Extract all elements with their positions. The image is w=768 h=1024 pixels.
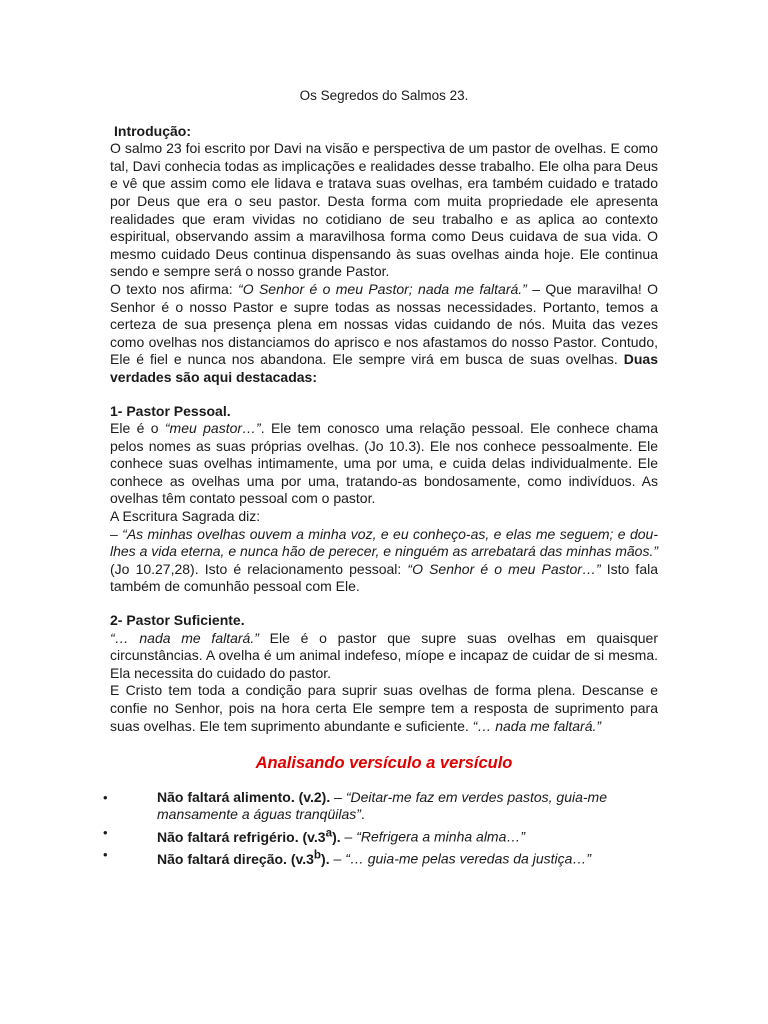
section-2-heading: 2- Pastor Suficiente.: [110, 612, 245, 629]
analysis-section-title: Analisando versículo a versículo: [255, 754, 513, 773]
section-1-text: (Jo 10.27,28). Isto é relacionamento pessoal:: [110, 560, 408, 577]
analysis-item-dash: –: [329, 850, 346, 867]
analysis-item-bold-text: ).: [332, 828, 341, 845]
intro-text: O texto nos afirma:: [110, 280, 239, 297]
section-2-text: E Cristo tem toda a condição para suprir suas ovelhas de forma plena. Descanse e confie no Senhor, pois na hora certa Ele sempre tem a resposta de suprimento para suas ovelhas. Ele tem suprimento abundante e suficiente.: [110, 682, 658, 734]
analysis-item-bold: [157, 848, 330, 867]
document-title: Os Segredos do Salmos 23.: [299, 88, 469, 103]
section-1-heading: 1- Pastor Pessoal.: [110, 402, 231, 419]
section-1-quote: “O Senhor é o meu Pastor…”: [407, 560, 601, 577]
bullet-icon: •: [103, 847, 108, 863]
intro-quote: “O Senhor é o meu Pastor; nada me faltará.”: [238, 280, 527, 297]
analysis-list-item: [103, 788, 658, 824]
section-1-paragraph-1: [110, 420, 658, 508]
intro-heading: Introdução:: [114, 122, 191, 139]
section-1-paragraph-3: [110, 526, 658, 596]
analysis-item-dash: –: [340, 828, 357, 845]
analysis-list: [103, 788, 658, 869]
section-1-quote: “meu pastor…”: [164, 420, 261, 437]
section-1-text: Ele é o: [110, 420, 165, 437]
analysis-item-bold-text: Não faltará refrigério. (v.3: [157, 828, 326, 845]
section-2-text: Ele é o pastor que supre suas ovelhas em quaisquer circunstâncias. A ovelha é um animal indefeso, míope e incapaz de cuidar de si mesma. Ela necessita do cuidado do pastor.: [110, 629, 658, 681]
section-2-paragraph-1: [110, 630, 658, 683]
analysis-list-item: [103, 824, 658, 846]
section-1-text: Isto fala também de comunhão pessoal com Ele.: [110, 560, 659, 595]
document-page: [103, 87, 659, 868]
analysis-item-bold-sup: a: [325, 825, 333, 839]
analysis-item-bold: [157, 825, 341, 845]
analysis-item-quote: “Refrigera a minha alma…”: [356, 828, 526, 845]
bullet-icon: •: [103, 824, 108, 840]
section-2-paragraph-2: [110, 682, 658, 735]
analysis-item-end: .: [360, 806, 365, 823]
section-1-paragraph-2: A Escritura Sagrada diz:: [110, 508, 261, 525]
intro-text: – Que maravilha! O Senhor é o nosso Pastor e supre todas as nossas necessidades. Portanto, temos a certeza de sua presença plena em nossas vidas cuidando de nós. Muita das vezes como ovelhas nos distanciamos do aprisco e nos afastamos do nosso Pastor. Contudo, Ele é fiel e nunca nos abandona. Ele sempre virá em busca de suas ovelhas.: [110, 280, 658, 368]
section-2-quote: “… nada me faltará.”: [472, 717, 602, 734]
scripture-quote: – “As minhas ovelhas ouvem a minha voz, e eu conheço-as, e elas me seguem; e dou-lhes a vida eterna, e nunca hão de perecer, e ninguém as arrebatará das minhas mãos.”: [110, 525, 658, 560]
analysis-item-bold-sup: b: [313, 848, 322, 862]
analysis-item-quote: “Deitar-me faz em verdes pastos, guia-me mansamente a águas tranqüilas”: [157, 788, 607, 823]
intro-paragraph-1: O salmo 23 foi escrito por Davi na visão e perspectiva de um pastor de ovelhas. E como tal, Davi conhecia todas as implicações e realidades desse trabalho. Ele olha para Deus e vê que assim como ele lidava e tratava suas ovelhas, era também cuidado e tratado por Deus que era o seu pastor. Desta forma com muita propriedade ele apresenta realidades que eram vividas no cotidiano de seu trabalho e as aplica ao contexto espiritual, observando assim a maravilhosa forma como Deus cuidava de sua vida. O mesmo cuidado Deus continua dispensando às suas ovelhas ainda hoje. Ele continua sendo e sempre será o nosso grande Pastor.: [110, 140, 658, 280]
section-1-text: . Ele tem conosco uma relação pessoal. Ele conhece chama pelos nomes as suas próprias ovelhas. (Jo 10.3). Ele nos conhece pessoalmente. Ele conhece suas ovelhas intimamente, uma por uma, e cuida delas individualmente. Ele conhece as ovelhas uma por uma, tratando-as bondosamente, como indivíduos. As ovelhas têm contato pessoal com o pastor.: [110, 420, 658, 507]
analysis-item-bold: Não faltará alimento. (v.2).: [157, 788, 331, 805]
analysis-list-item: [103, 846, 658, 868]
analysis-item-bold-text: ).: [321, 850, 330, 867]
intro-paragraph-2: [110, 281, 658, 387]
analysis-item-dash: –: [330, 788, 346, 805]
section-2-quote: “… nada me faltará.”: [110, 629, 259, 646]
bullet-icon: •: [103, 789, 108, 805]
analysis-item-quote: “… guia-me pelas veredas da justiça…”: [345, 850, 592, 867]
intro-bold-statement: Duas verdades são aqui destacadas:: [110, 351, 658, 385]
analysis-item-bold-text: Não faltará direção. (v.3: [157, 850, 314, 867]
